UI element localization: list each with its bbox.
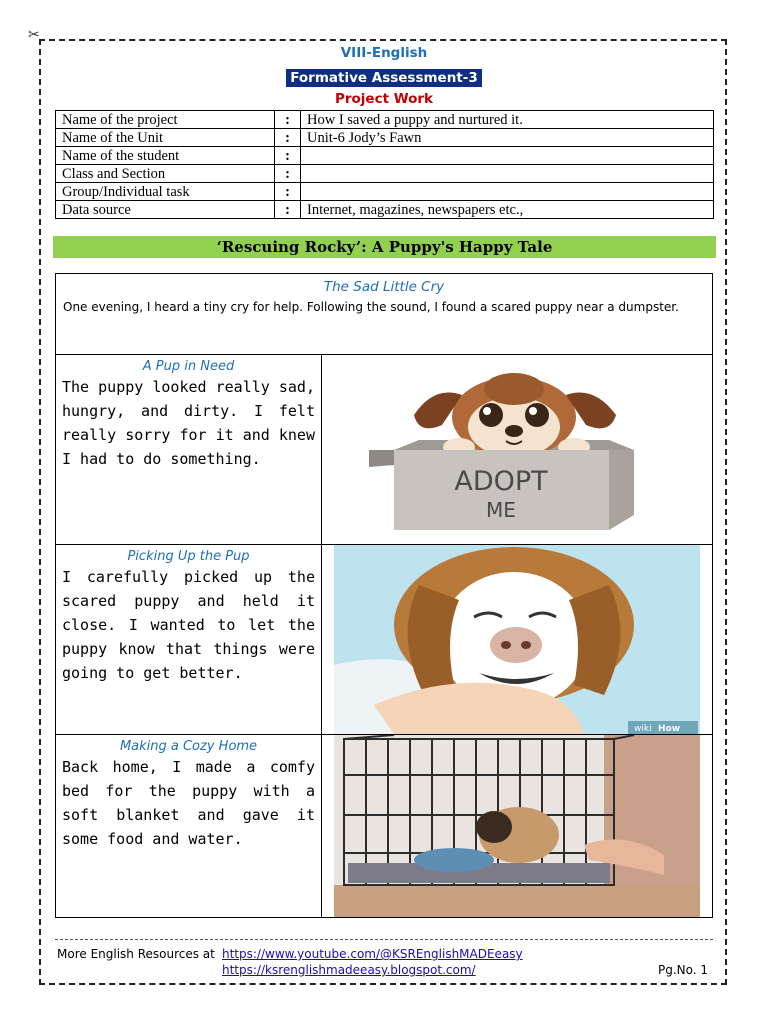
row-label: Group/Individual task bbox=[56, 183, 275, 201]
row-value: Internet, magazines, newspapers etc., bbox=[301, 201, 714, 219]
story-section-picking-up bbox=[56, 545, 712, 735]
scissors-icon: ✂ bbox=[28, 26, 40, 42]
class-subject-heading: VIII-English bbox=[340, 45, 428, 61]
story-section-cozy-home bbox=[56, 735, 712, 917]
section-text-cell bbox=[56, 545, 322, 734]
intro-section bbox=[56, 274, 712, 355]
footer-label: More English Resources at bbox=[57, 947, 215, 961]
assessment-heading-wrap bbox=[0, 69, 768, 87]
intro-text: One evening, I heard a tiny cry for help. Following the sound, I found a scared puppy near a dumpster. bbox=[63, 300, 679, 314]
section-text-cell bbox=[56, 355, 322, 544]
section-title: Picking Up the Pup bbox=[127, 549, 250, 564]
assessment-heading: Formative Assessment-3 bbox=[286, 69, 482, 87]
table-row bbox=[56, 147, 714, 165]
row-label: Name of the student bbox=[56, 147, 275, 165]
watermark-wiki: wiki bbox=[634, 724, 652, 734]
adopt-me-puppy-image bbox=[334, 355, 700, 544]
youtube-link[interactable]: https://www.youtube.com/@KSREnglishMADEeasy bbox=[222, 947, 523, 961]
row-value[interactable] bbox=[301, 147, 714, 165]
holding-puppy-image bbox=[334, 545, 700, 734]
row-separator: : bbox=[275, 129, 301, 147]
section-body: The puppy looked really sad, hungry, and dirty. I felt really sorry for it and knew I had to do something. bbox=[62, 378, 315, 468]
section-body: I carefully picked up the scared puppy and held it close. I wanted to let the puppy know that things were going to get better. bbox=[62, 568, 315, 682]
table-row bbox=[56, 165, 714, 183]
story-section-pup-in-need bbox=[56, 355, 712, 545]
row-label: Class and Section bbox=[56, 165, 275, 183]
row-separator: : bbox=[275, 111, 301, 129]
me-text: ME bbox=[486, 498, 516, 522]
intro-title: The Sad Little Cry bbox=[323, 279, 445, 295]
story-panel bbox=[55, 273, 713, 918]
section-title: Making a Cozy Home bbox=[119, 739, 258, 754]
row-label: Data source bbox=[56, 201, 275, 219]
row-value: How I saved a puppy and nurtured it. bbox=[301, 111, 714, 129]
row-value[interactable] bbox=[301, 183, 714, 201]
row-separator: : bbox=[275, 147, 301, 165]
section-title: A Pup in Need bbox=[142, 359, 235, 374]
row-label: Name of the project bbox=[56, 111, 275, 129]
table-row bbox=[56, 201, 714, 219]
section-body: Back home, I made a comfy bed for the puppy with a soft blanket and gave it some food and water. bbox=[62, 758, 315, 848]
table-row bbox=[56, 129, 714, 147]
adopt-text: ADOPT bbox=[454, 466, 548, 497]
table-row bbox=[56, 183, 714, 201]
row-value[interactable] bbox=[301, 165, 714, 183]
row-separator: : bbox=[275, 183, 301, 201]
row-separator: : bbox=[275, 201, 301, 219]
row-value: Unit-6 Jody’s Fawn bbox=[301, 129, 714, 147]
footer-divider bbox=[55, 939, 713, 940]
row-label: Name of the Unit bbox=[56, 129, 275, 147]
row-separator: : bbox=[275, 165, 301, 183]
blog-link[interactable]: https://ksrenglishmadeeasy.blogspot.com/ bbox=[222, 963, 476, 977]
watermark-how: How bbox=[658, 724, 681, 734]
section-text-cell bbox=[56, 735, 322, 917]
page-number: Pg.No. 1 bbox=[658, 963, 709, 977]
project-type-heading: Project Work bbox=[334, 91, 434, 107]
project-details-table bbox=[55, 110, 714, 219]
puppy-in-crate-image bbox=[334, 735, 700, 917]
table-row bbox=[56, 111, 714, 129]
story-title: ‘Rescuing Rocky’: A Puppy's Happy Tale bbox=[53, 236, 716, 258]
